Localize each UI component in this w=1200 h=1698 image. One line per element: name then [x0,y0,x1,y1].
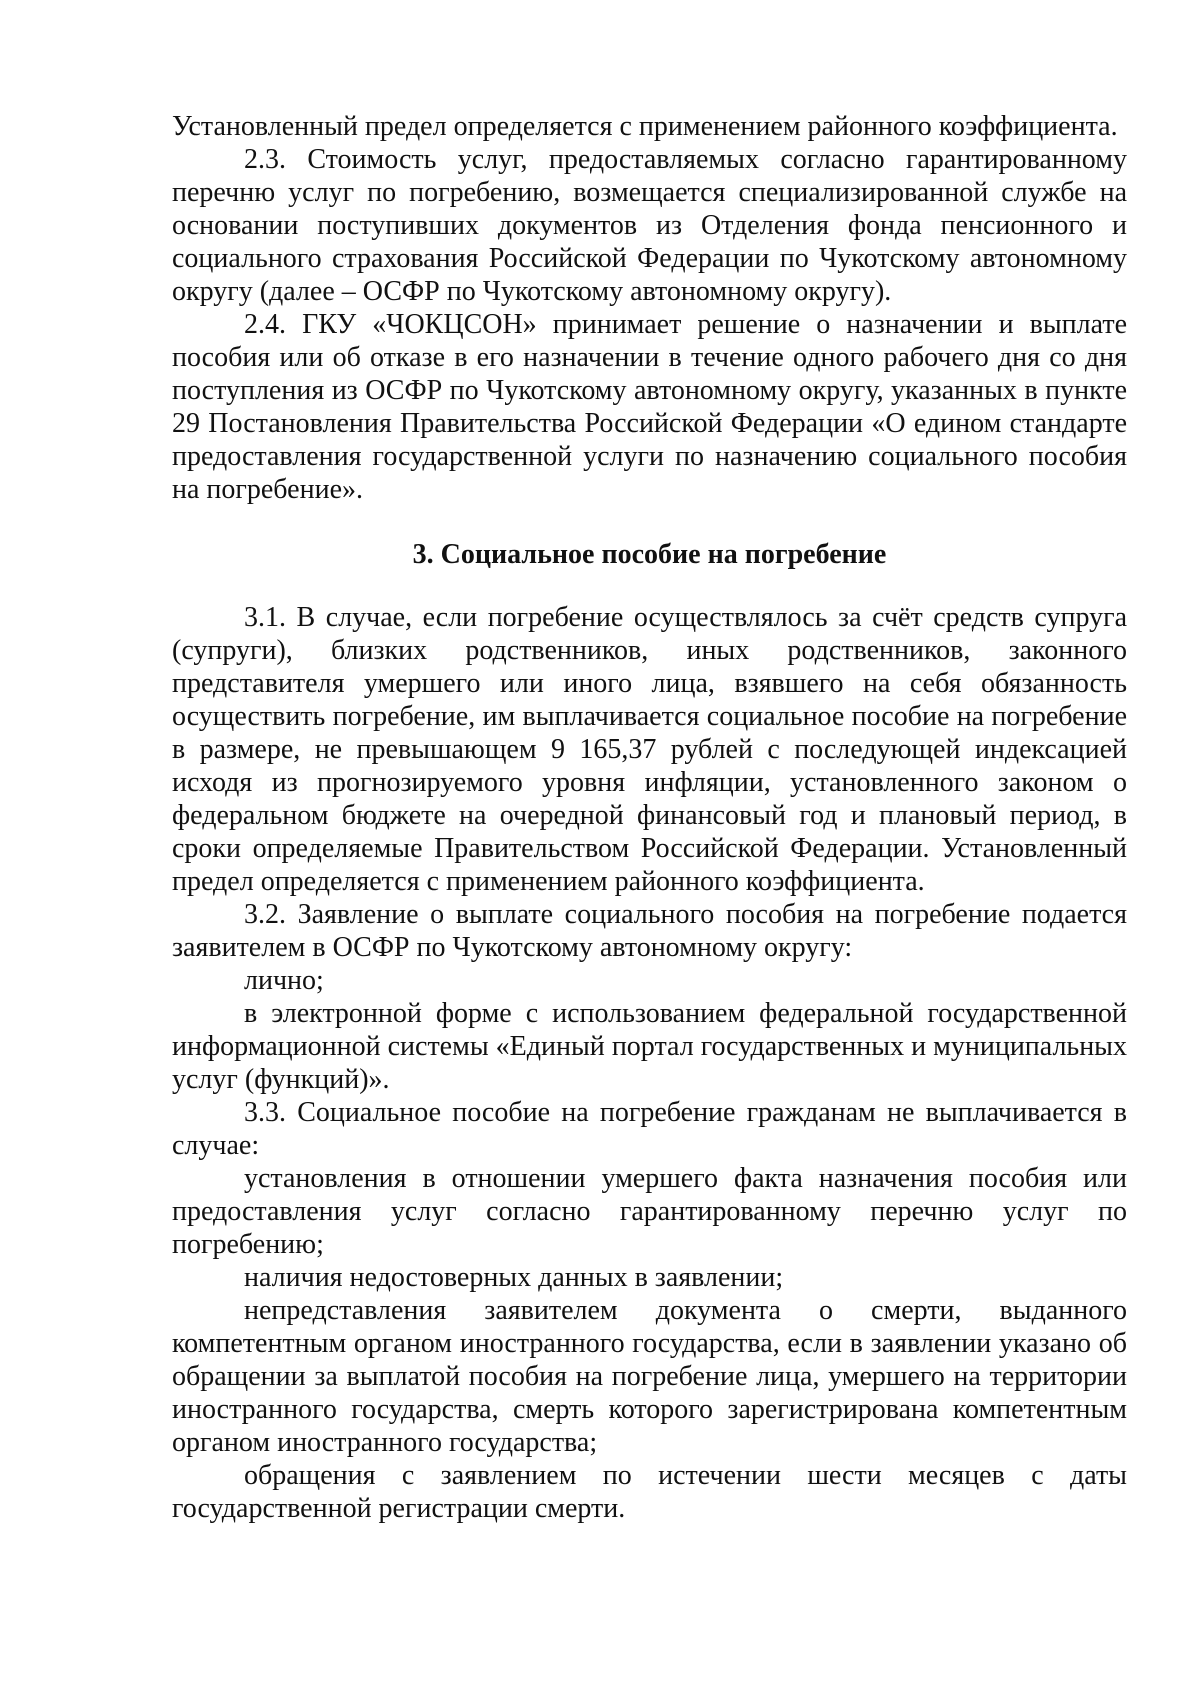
list-item-unreliable-data: наличия недостоверных данных в заявлении; [244,1262,784,1293]
paragraph-2-3: 2.3. Стоимость услуг, предоставляемых согласно гарантированному перечню услуг по погребению, возмещается специализированной службе на основании поступивших документов из Отделения фонда пенсионного и социального страхования Российской Федерации по Чукотскому автономному округу (далее – ОСФР по Чукотскому автономному округу). [172,144,1127,307]
paragraph-3-1: 3.1. В случае, если погребение осуществлялось за счёт средств супруга (супруги), близких родственников, иных родственников, законного представителя умершего или иного лица, взявшего на себя обязанность осуществить погребение, им выплачивается социальное пособие на погребение в размере, не превышающем 9 165,37 рублей с последующей индексацией исходя из прогнозируемого уровня инфляции, установленного законом о федеральном бюджете на очередной финансовый год и плановый период, в сроки определяемые Правительством Российской Федерации. Установленный предел определяется с применением районного коэффициента. [172,602,1127,897]
list-item-in-person: лично; [244,965,324,996]
list-item-foreign-death-document: непредставления заявителем документа о смерти, выданного компетентным органом иностранного государства, если в заявлении указано об обращении за выплатой пособия на погребение лица, умершего на территории иностранного государства, смерть которого зарегистрирована компетентным органом иностранного государства; [172,1295,1127,1458]
paragraph-2-4: 2.4. ГКУ «ЧОКЦСОН» принимает решение о назначении и выплате пособия или об отказе в его назначении в течение одного рабочего дня со дня поступления из ОСФР по Чукотскому автономному округу, указанных в пункте 29 Постановления Правительства Российской Федерации «О едином стандарте предоставления государственной услуги по назначению социального пособия на погребение». [172,309,1127,505]
paragraph-continuation: Установленный предел определяется с применением районного коэффициента. [172,111,1118,142]
list-item-six-month-deadline: обращения с заявлением по истечении шести месяцев с даты государственной регистрации смерти. [172,1460,1127,1524]
list-item-electronic: в электронной форме с использованием федеральной государственной информационной системы «Единый портал государственных и муниципальных услуг (функций)». [172,998,1127,1095]
document-page [172,110,1127,1525]
list-item-prior-benefit: установления в отношении умершего факта назначения пособия или предоставления услуг согласно гарантированному перечню услуг по погребению; [172,1163,1127,1260]
paragraph-3-2: 3.2. Заявление о выплате социального пособия на погребение подается заявителем в ОСФР по Чукотскому автономному округу: [172,899,1127,963]
paragraph-3-3: 3.3. Социальное пособие на погребение гражданам не выплачивается в случае: [172,1097,1127,1161]
section-title: 3. Социальное пособие на погребение [412,539,887,570]
